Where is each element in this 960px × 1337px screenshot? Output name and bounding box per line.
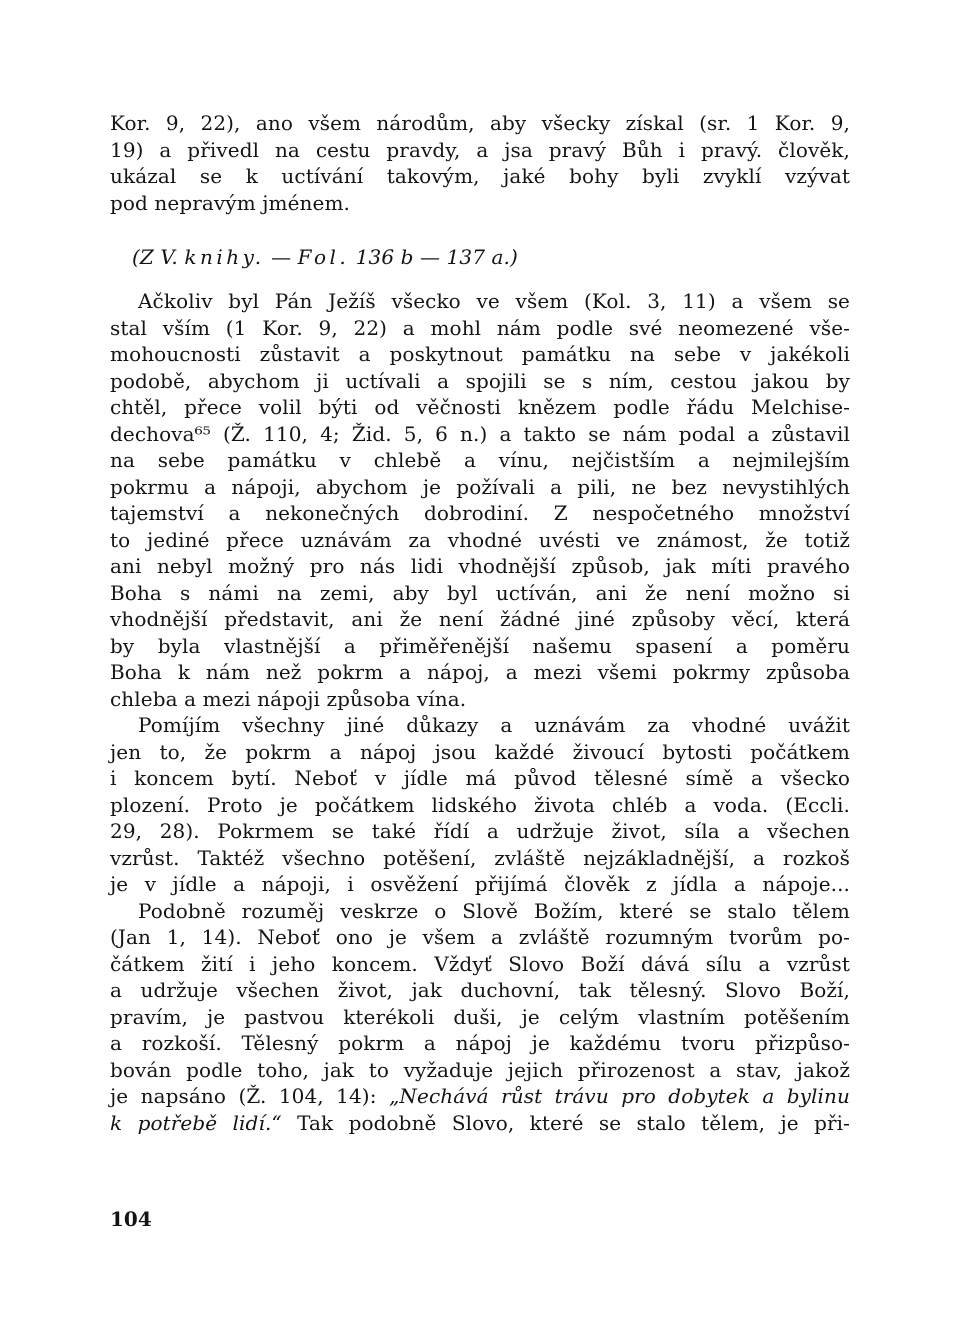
text-fragment: je napsáno (Ž. 104, 14): xyxy=(110,1084,389,1108)
text-line: ukázal se k uctívání takovým, jaké bohy byli zvyklí vzývat xyxy=(110,164,850,188)
text-line: pod nepravým jménem. xyxy=(110,190,350,215)
text-line: na sebe památku v chlebě a vínu, nejčistším a nejmilejším xyxy=(110,448,850,472)
text-line: ani nebyl možný pro nás lidi vhodnější způsob, jak míti pravého xyxy=(110,554,850,578)
text-line: podobě, abychom ji uctívali a spojili se s ním, cestou jakou by xyxy=(110,368,850,393)
source-book: knihy. xyxy=(184,245,265,269)
text-line: Kor. 9, 22), ano všem národům, aby všecky získal (sr. 1 Kor. 9, xyxy=(110,111,850,135)
text-line: chtěl, přece volil býti od věčnosti knězem podle řádu Melchise- xyxy=(110,395,850,419)
text-line: (Jan 1, 14). Neboť ono je všem a zvláště rozumným tvorům po- xyxy=(110,925,850,949)
text-line: Podobně rozuměj veskrze o Slově Božím, které se stalo tělem xyxy=(138,898,850,923)
text-line: čátkem žití i jeho koncem. Vždyť Slovo Boží dává sílu a vzrůst xyxy=(110,951,850,976)
text-line: Pomíjím všechny jiné důkazy a uznávám za vhodné uvážit xyxy=(138,713,850,737)
source-prefix: (Z V. xyxy=(132,245,178,269)
paragraph-4 xyxy=(110,898,850,1137)
text-line: 19) a přivedl na cestu pravdy, a jsa pravý Bůh i pravý. člověk, xyxy=(110,137,850,162)
text-line: Ačkoliv byl Pán Ježíš všecko ve všem (Kol. 3, 11) a všem se xyxy=(138,289,850,313)
text-line: je v jídle a nápoji, i osvěžení přijímá člověk z jídla a nápoje... xyxy=(110,872,850,896)
text-line: pokrmu a nápoji, abychom je požívali a pili, ne bez nevystihlých xyxy=(110,474,850,499)
text-line xyxy=(110,1110,850,1137)
text-line: vhodnější představit, ani že není žádné jiné způsoby věcí, která xyxy=(110,607,850,631)
text-line: jen to, že pokrm a nápoj jsou každé živoucí bytosti počátkem xyxy=(110,739,850,764)
text-line: 29, 28). Pokrmem se také řídí a udržuje život, síla a všechen xyxy=(110,819,850,843)
source-range: 136 b — 137 a.) xyxy=(355,245,518,269)
text-line: by byla vlastnější a přiměřenější našemu spasení a poměru xyxy=(110,633,850,658)
text-line: bován podle toho, jak to vyžaduje jejich přirozenost a stav, jakož xyxy=(110,1057,850,1082)
text-line: Boha k nám než pokrm a nápoj, a mezi všemi pokrmy způsoba xyxy=(110,660,850,684)
quotation-end: k potřebě lidí.“ xyxy=(110,1110,282,1135)
paragraph-2 xyxy=(110,288,850,712)
text-line: a udržuje všechen život, jak duchovní, tak tělesný. Slovo Boží, xyxy=(110,978,850,1002)
text-line: stal vším (1 Kor. 9, 22) a mohl nám podle své neomezené vše- xyxy=(110,315,850,340)
source-reference xyxy=(110,242,850,272)
source-fol: Fol. xyxy=(297,245,350,269)
text-line: a rozkoší. Tělesný pokrm a nápoj je každému tvoru přizpůso- xyxy=(110,1031,850,1055)
page-body xyxy=(110,110,850,1136)
text-fragment: Tak podobně Slovo, které se stalo tělem, je při- xyxy=(281,1110,850,1135)
text-line: vzrůst. Taktéž všechno potěšení, zvláště nejzákladnější, a rozkoš xyxy=(110,845,850,870)
text-line: Boha s námi na zemi, aby byl uctíván, ani že není možno si xyxy=(110,580,850,605)
text-line xyxy=(110,1083,850,1110)
text-line: i koncem bytí. Neboť v jídle má původ tělesné símě a všecko xyxy=(110,766,850,790)
text-line: pravím, je pastvou kterékoli duši, je celým vlastním potěšením xyxy=(110,1004,850,1029)
text-line: dechova⁶⁵ (Ž. 110, 4; Žid. 5, 6 n.) a takto se nám podal a zůstavil xyxy=(110,421,850,446)
paragraph-3 xyxy=(110,712,850,898)
quotation-start: „Nechává růst trávu pro dobytek a bylinu xyxy=(388,1084,850,1108)
text-line: chleba a mezi nápoji způsoba vína. xyxy=(110,686,467,711)
text-line: plození. Proto je počátkem lidského života chléb a voda. (Eccli. xyxy=(110,792,850,817)
text-line: mohoucnosti zůstavit a poskytnout památku na sebe v jakékoli xyxy=(110,342,850,366)
source-dash: — xyxy=(271,245,292,269)
text-line: to jediné přece uznávám za vhodné uvésti ve známost, že totiž xyxy=(110,527,850,552)
page-number: 104 xyxy=(110,1207,152,1231)
paragraph-1 xyxy=(110,110,850,216)
text-line: tajemství a nekonečných dobrodiní. Z nespočetného množství xyxy=(110,501,850,525)
